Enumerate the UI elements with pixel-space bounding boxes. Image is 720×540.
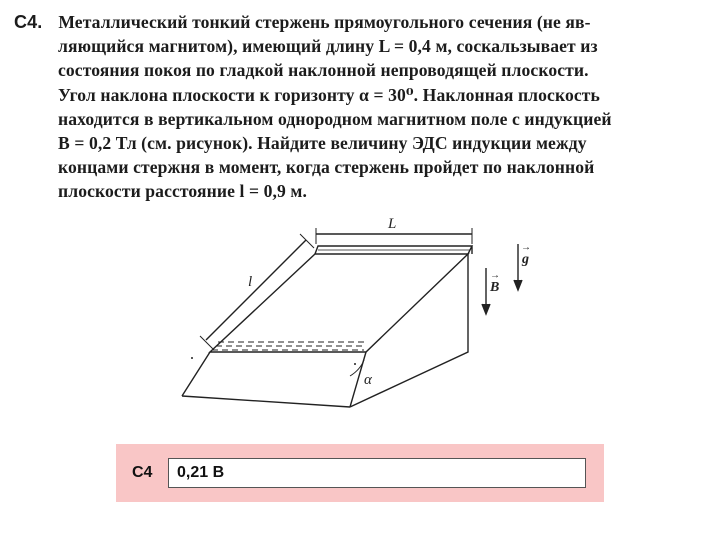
problem-statement [14,10,708,204]
problem-number: С4. [14,12,43,32]
answer-box [168,458,586,488]
label-B: → B [490,270,500,295]
g-arrow-mark: → [521,242,531,253]
rod-moved [212,342,368,350]
label-alpha: α [364,372,372,388]
problem-line-4: Угол наклона плоскости к горизонту α = 30⁰. Наклонная плоскость [58,84,600,105]
incline-base [182,352,366,407]
inclined-plane-figure [170,212,550,422]
label-g: → g [521,242,531,267]
problem-line-7: концами стержня в момент, когда стержень пройдет по наклонной [58,157,595,178]
figure-drawing [170,212,550,422]
b-arrow-mark: → [490,270,500,281]
answer-value: 0,21 В [177,464,225,481]
problem-line-1: С4. Металлический тонкий стержень прямоугольного сечения (не яв- [14,12,591,32]
problem-line-5: находится в вертикальном однородном магнитном поле с индукцией [58,108,612,129]
problem-line-3: состояния покоя по гладкой наклонной непроводящей плоскости. [58,60,589,81]
answer-code: С4 [132,464,153,481]
label-l: l [248,274,253,290]
incline-surface [210,254,468,352]
problem-line-2: ляющийся магнитом), имеющий длину L = 0,4 м, соскальзывает из [58,36,598,57]
problem-line-8: плоскости расстояние l = 0,9 м. [58,181,307,202]
label-L: L [388,216,397,232]
dim-l [206,240,306,340]
problem-line-6: B = 0,2 Тл (см. рисунок). Найдите величину ЭДС индукции между [58,133,587,154]
answer-panel [116,444,604,502]
